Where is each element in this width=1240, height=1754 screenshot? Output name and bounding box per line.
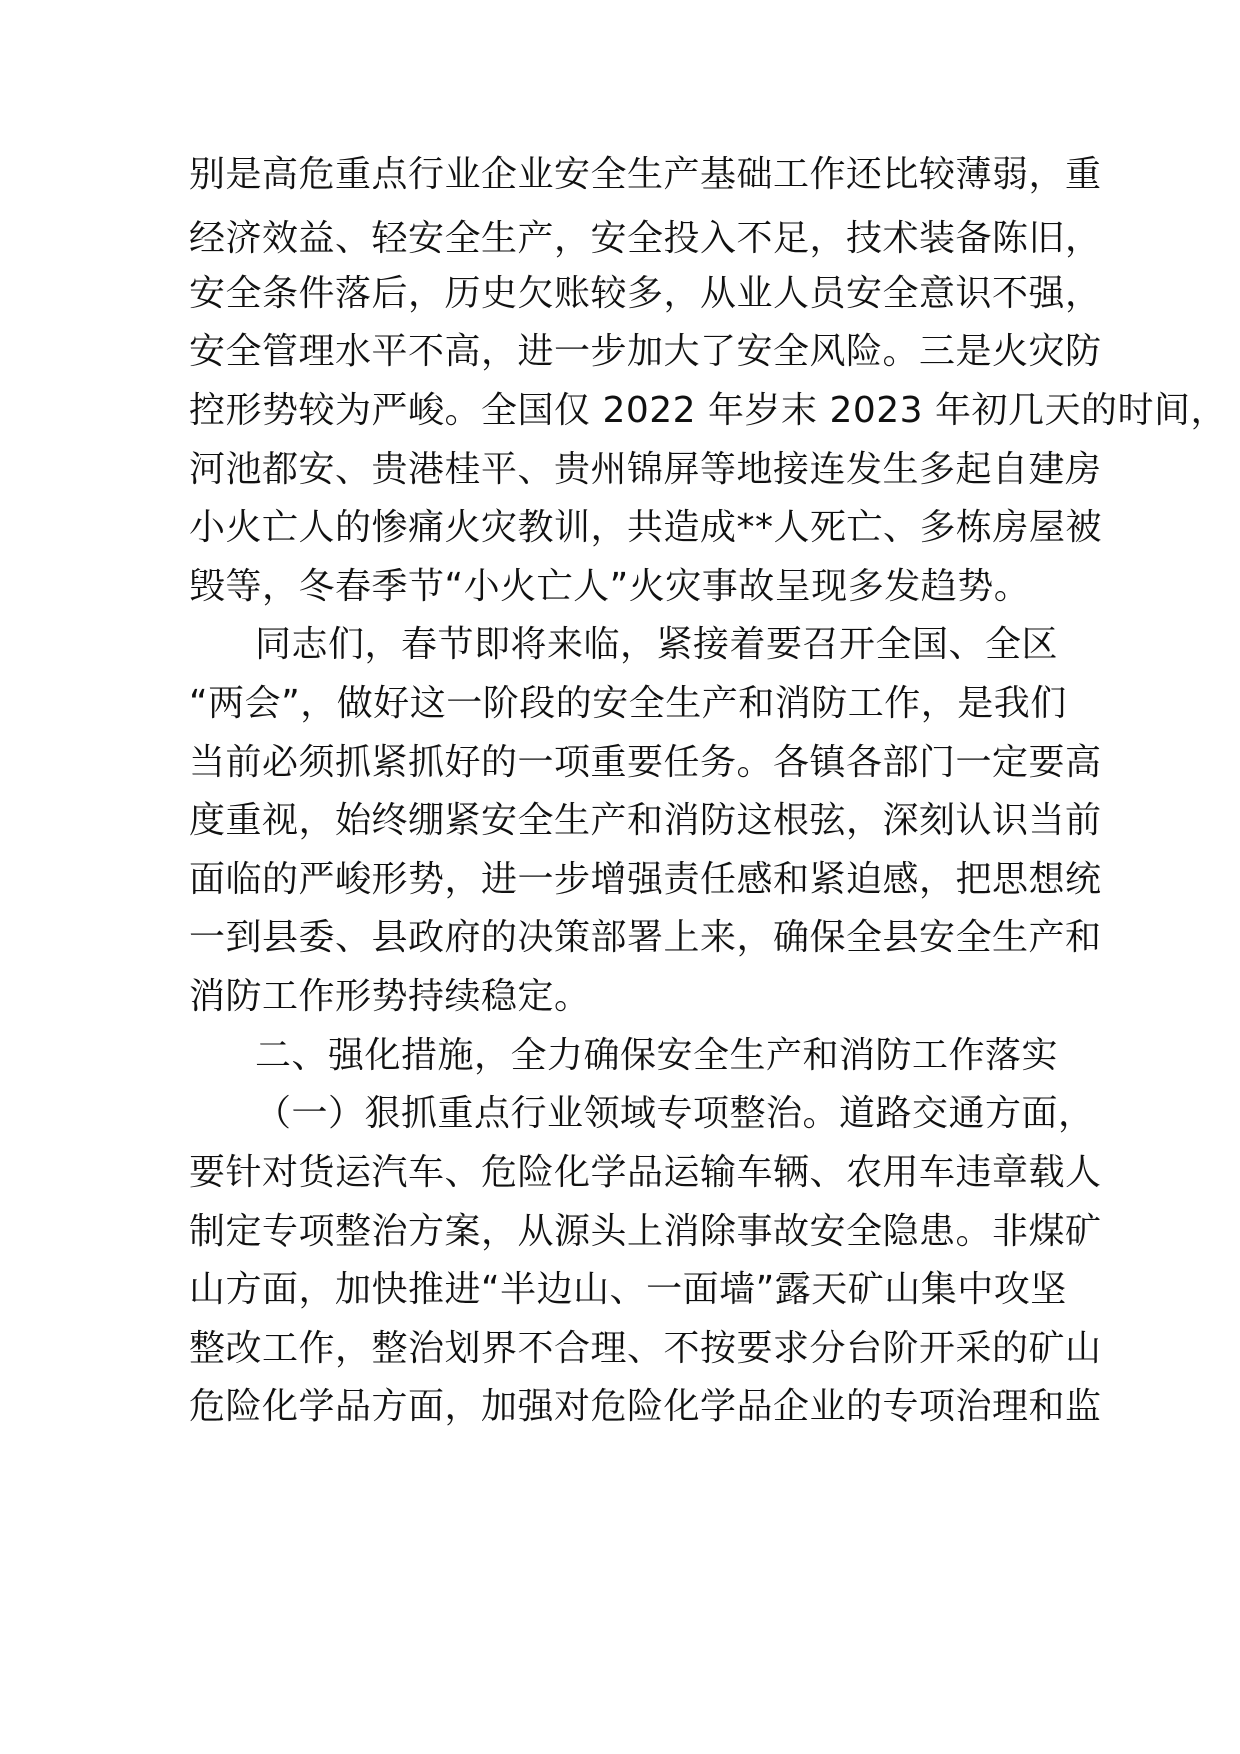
text-line: 度重视，始终绷紧安全生产和消防这根弦，深刻认识当前 bbox=[189, 800, 1102, 841]
section-heading: 二、强化措施，全力确保安全生产和消防工作落实 bbox=[255, 1035, 1059, 1076]
text-line: “两会”，做好这一阶段的安全生产和消防工作，是我们 bbox=[189, 683, 1067, 724]
text-line: 小火亡人的惨痛火灾教训，共造成**人死亡、多栋房屋被 bbox=[189, 507, 1103, 548]
text-line: 危险化学品方面，加强对危险化学品企业的专项治理和监 bbox=[189, 1386, 1102, 1427]
text-line: 毁等，冬春季节“小火亡人”火灾事故呈现多发趋势。 bbox=[189, 566, 1031, 607]
text-line: 山方面，加快推进“半边山、一面墙”露天矿山集中攻坚 bbox=[189, 1269, 1067, 1310]
text-line: 别是高危重点行业企业安全生产基础工作还比较薄弱，重 bbox=[189, 154, 1102, 195]
text-line: 安全条件落后，历史欠账较多，从业人员安全意识不强， bbox=[189, 273, 1102, 314]
text-line: 面临的严峻形势，进一步增强责任感和紧迫感，把思想统 bbox=[189, 859, 1102, 900]
text-line: 要针对货运汽车、危险化学品运输车辆、农用车违章载人 bbox=[189, 1152, 1102, 1193]
text-line: 一到县委、县政府的决策部署上来，确保全县安全生产和 bbox=[189, 917, 1102, 958]
text-line: 制定专项整治方案，从源头上消除事故安全隐患。非煤矿 bbox=[189, 1211, 1102, 1252]
text-line: 消防工作形势持续稳定。 bbox=[189, 976, 591, 1017]
text-line: 河池都安、贵港桂平、贵州锦屏等地接连发生多起自建房 bbox=[189, 449, 1102, 490]
text-line: 控形势较为严峻。全国仅 2022 年岁末 2023 年初几天的时间， bbox=[189, 390, 1228, 431]
text-line: 整改工作，整治划界不合理、不按要求分台阶开采的矿山 bbox=[189, 1328, 1102, 1369]
text-line: 经济效益、轻安全生产，安全投入不足，技术装备陈旧， bbox=[189, 218, 1102, 259]
text-line: 当前必须抓紧抓好的一项重要任务。各镇各部门一定要高 bbox=[189, 742, 1102, 783]
text-line: 安全管理水平不高，进一步加大了安全风险。三是火灾防 bbox=[189, 331, 1102, 372]
subsection-first-line: （一）狠抓重点行业领域专项整治。道路交通方面， bbox=[255, 1093, 1095, 1134]
paragraph-first-line: 同志们，春节即将来临，紧接着要召开全国、全区 bbox=[255, 624, 1059, 665]
